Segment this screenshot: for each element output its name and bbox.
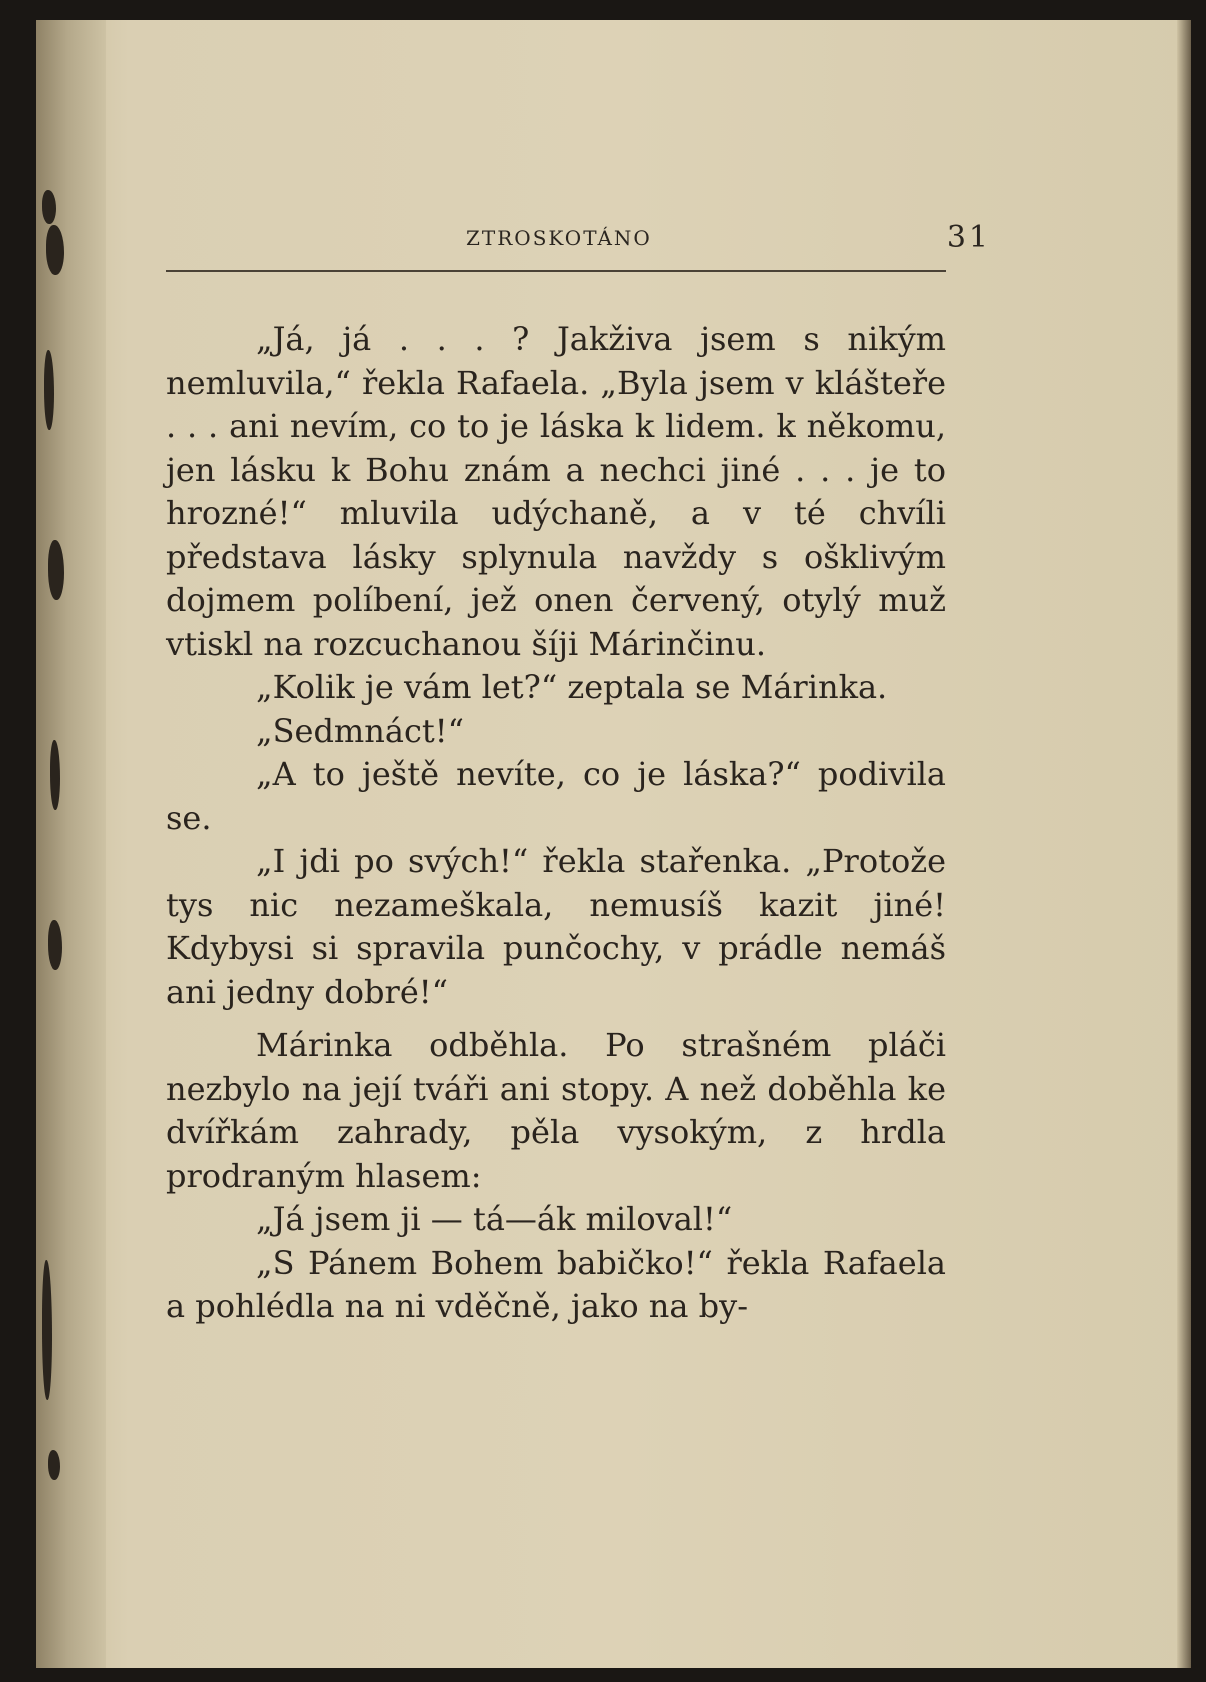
page-number: 31: [946, 220, 991, 255]
paragraph: Márinka odběhla. Po strašném pláči nezbylo na její tváři ani stopy. A než doběhla ke dvířkám zahrady, pěla vysokým, z hrdla prodraným hlasem:: [166, 1026, 946, 1195]
binding-stain: [48, 920, 62, 970]
page-header: [166, 220, 991, 262]
paragraph: „Sedmnáct!“: [256, 711, 464, 750]
binding-stain: [50, 740, 60, 810]
binding-stain: [48, 540, 64, 600]
page-right-edge: [1177, 20, 1191, 1668]
binding-stain: [44, 350, 54, 430]
binding-stain: [48, 1450, 60, 1480]
paragraph: „Já jsem ji — tá—ák miloval!“: [256, 1200, 733, 1238]
binding-stain: [42, 1260, 52, 1400]
paragraph: „I jdi po svých!“ řekla stařenka. „Protože tys nic nezameškala, nemusíš kazit jiné! Kdybysi si spravila punčochy, v prádle nemáš ani jedny dobré!“: [166, 842, 946, 1011]
header-rule: [166, 270, 946, 272]
paragraph: „A to ještě nevíte, co je láska?“ podivila se.: [166, 755, 946, 837]
paragraph: „Kolik je vám let?“ zeptala se Márinka.: [256, 668, 888, 706]
page-binding-edge: [36, 20, 106, 1668]
paragraph: „S Pánem Bohem babičko!“ řekla Rafaela a pohlédla na ni vděčně, jako na by-: [166, 1243, 946, 1325]
running-title: ZTROSKOTÁNO: [466, 226, 652, 250]
paragraph: „Já, já . . . ? Jakživa jsem s nikým nemluvila,“ řekla Rafaela. „Byla jsem v klášteře . . . ani nevím, co to je láska k lidem. k někomu, jen lásku k Bohu znám a nechci jiné . . . je to hrozné!“ mluvila udýchaně, a v té chvíli představa lásky splynula navždy s ošklivým dojmem políbení, jež onen červený, otylý muž vtiskl na rozcuchanou šíji Márinčinu.: [166, 320, 946, 663]
binding-stain: [42, 190, 56, 224]
binding-stain: [46, 225, 64, 275]
body-text: [166, 318, 946, 1329]
